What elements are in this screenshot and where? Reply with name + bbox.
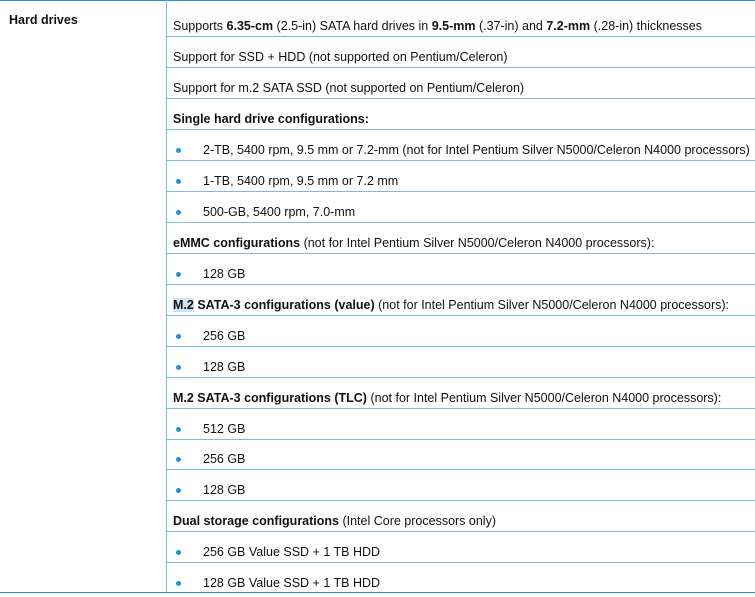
list-item: [167, 254, 755, 285]
list-item-text: 256 GB: [203, 452, 246, 466]
list-item: [167, 192, 755, 223]
spec-row-m2-support: [167, 68, 755, 99]
list-item-text: 128 GB: [203, 360, 246, 374]
spec-row-ssd-hdd: [167, 37, 755, 68]
bullet-icon: [176, 148, 181, 153]
section-single-drive: [167, 99, 755, 130]
section-heading: Single hard drive configurations:: [173, 112, 369, 126]
bullet-icon: [176, 550, 181, 555]
bullet-icon: [176, 179, 181, 184]
spec-text: Support for m.2 SATA SSD (not supported on Pentium/Celeron): [173, 81, 525, 95]
spec-row-supports: [167, 6, 755, 37]
list-item-text: 1-TB, 5400 rpm, 9.5 mm or 7.2 mm: [203, 174, 399, 188]
spec-text: Supports 6.35-cm (2.5-in) SATA hard drives in 9.5-mm (.37-in) and 7.2-mm (.28-in) thicknesses: [173, 19, 702, 33]
list-item: [167, 316, 755, 347]
list-item-text: 2-TB, 5400 rpm, 9.5 mm or 7.2-mm (not for Intel Pentium Silver N5000/Celeron N4000 processors): [203, 143, 750, 157]
list-item-text: 128 GB: [203, 267, 246, 281]
list-item-text: 128 GB: [203, 483, 246, 497]
list-item: [167, 409, 755, 440]
list-item-text: 128 GB Value SSD + 1 TB HDD: [203, 576, 381, 590]
list-item: [167, 161, 755, 192]
bullet-icon: [176, 334, 181, 339]
bullet-icon: [176, 581, 181, 586]
section-heading: eMMC configurations (not for Intel Pentium Silver N5000/Celeron N4000 processors):: [173, 236, 655, 250]
section-heading: Dual storage configurations (Intel Core processors only): [173, 514, 497, 528]
list-item-text: 256 GB Value SSD + 1 TB HDD: [203, 545, 381, 559]
bullet-icon: [176, 427, 181, 432]
selected-text-highlight: M.2: [173, 298, 194, 312]
table-top-rule: [0, 0, 755, 1]
bullet-icon: [176, 272, 181, 277]
list-item-text: 512 GB: [203, 422, 246, 436]
list-item-text: 500-GB, 5400 rpm, 7.0-mm: [203, 205, 356, 219]
bullet-icon: [176, 457, 181, 462]
list-item: [167, 532, 755, 563]
bullet-icon: [176, 365, 181, 370]
section-m2-value: [167, 285, 755, 316]
section-emmc: [167, 223, 755, 254]
table-bottom-rule: [0, 592, 755, 593]
section-heading: M.2 SATA-3 configurations (TLC) (not for Intel Pentium Silver N5000/Celeron N4000 processors):: [173, 391, 722, 405]
bullet-icon: [176, 210, 181, 215]
list-item: [167, 439, 755, 470]
spec-text: Support for SSD + HDD (not supported on Pentium/Celeron): [173, 50, 508, 64]
list-item: [167, 470, 755, 501]
section-heading: M.2 SATA-3 configurations (value) (not for Intel Pentium Silver N5000/Celeron N4000 processors):: [173, 298, 729, 312]
list-item-text: 256 GB: [203, 329, 246, 343]
section-dual-storage: [167, 501, 755, 532]
row-label-hard-drives: Hard drives: [9, 13, 78, 27]
list-item: [167, 130, 755, 161]
list-item: [167, 563, 755, 593]
bullet-icon: [176, 488, 181, 493]
section-m2-tlc: [167, 378, 755, 409]
list-item: [167, 347, 755, 378]
